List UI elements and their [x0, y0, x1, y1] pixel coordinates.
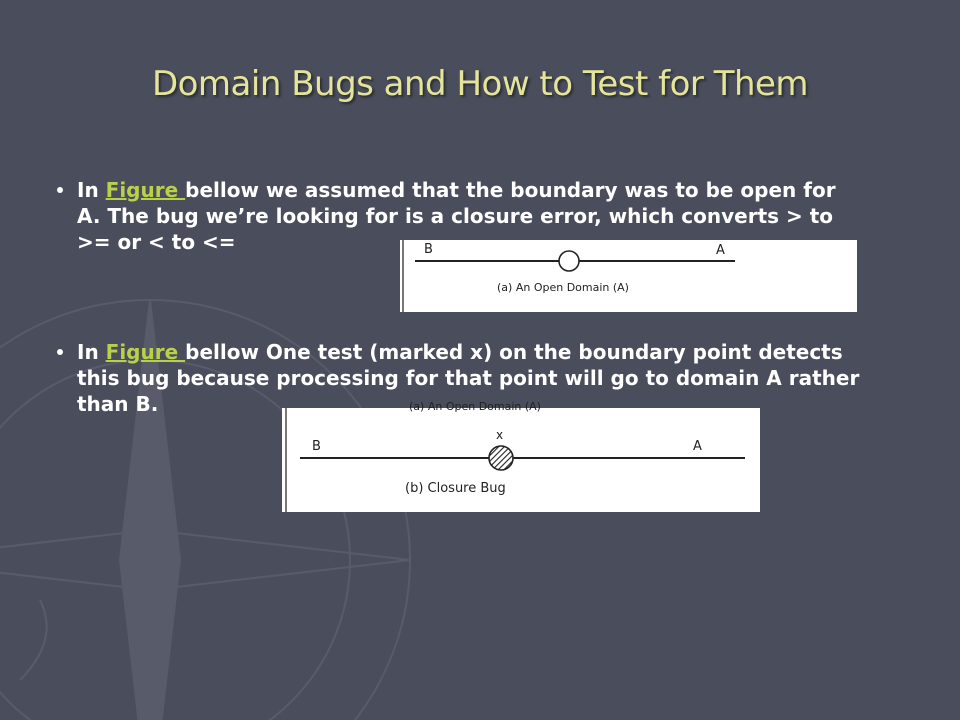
bullet-prefix: In: [77, 340, 106, 364]
bullet-line-text: bellow we assumed that the boundary was to be open for: [185, 178, 836, 202]
figure-open-domain-diagram: [400, 240, 857, 312]
label-a: A: [693, 439, 702, 454]
figure-closure-bug-diagram: [282, 400, 760, 512]
label-x: x: [496, 428, 504, 442]
bullet-dot: [57, 349, 63, 355]
label-b: B: [312, 439, 321, 454]
figure-caption: (a) An Open Domain (A): [497, 281, 629, 294]
clipped-caption: (a) An Open Domain (A): [409, 400, 541, 413]
bullet-line-text: bellow One test (marked x) on the boundary point detects: [185, 340, 843, 364]
bullet-line: A. The bug we’re looking for is a closure error, which converts > to: [77, 204, 834, 228]
bullet-line: >= or < to <=: [77, 230, 236, 254]
figure-caption: (b) Closure Bug: [405, 481, 506, 496]
figure-link[interactable]: Figure: [105, 178, 186, 202]
bullet-prefix: In: [77, 178, 106, 202]
open-boundary-point: [559, 251, 579, 271]
closed-boundary-point: [489, 446, 513, 470]
label-a: A: [716, 243, 725, 258]
bullet-line: [77, 177, 836, 203]
label-b: B: [424, 242, 433, 257]
bullet-dot: [57, 187, 63, 193]
slide-title: Domain Bugs and How to Test for Them: [151, 64, 809, 104]
figure-closure-bug: [282, 400, 760, 512]
bullet-line: than B.: [77, 392, 159, 416]
figure-link[interactable]: Figure: [105, 340, 186, 364]
bullet-line: [77, 339, 859, 365]
figure-open-domain: [400, 240, 857, 312]
bullet-line: this bug because processing for that point will go to domain A rather: [77, 366, 860, 390]
